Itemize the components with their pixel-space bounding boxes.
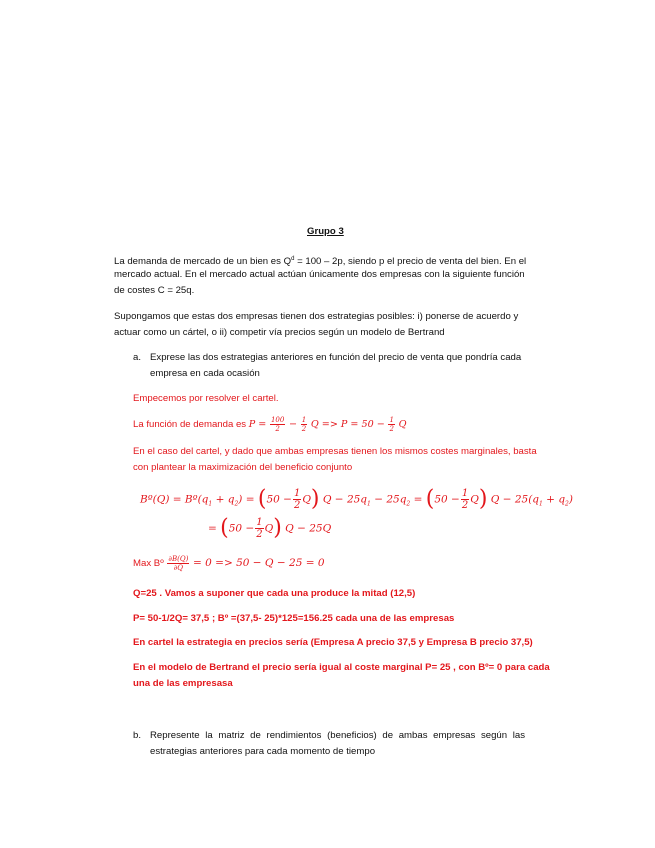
page-title: Grupo 3 bbox=[307, 226, 344, 237]
max-profit-line: Max Bº $\frac{\partial B(Q)}{\partial Q}$ = 0 => 50 − Q − 25 = 0 bbox=[133, 555, 325, 572]
derivative-fraction: $\frac{\partial B(Q)}{\partial Q}$ bbox=[168, 555, 189, 572]
equation-profit-2: = (50 − $\frac{1}{2}$ Q) Q − 25Q bbox=[208, 515, 332, 541]
answer-start: Empecemos por resolver el cartel. bbox=[133, 393, 279, 404]
item-b-marker: b. bbox=[133, 730, 142, 741]
cartel-strategy-line: En cartel la estrategia en precios sería (Empresa A precio 37,5 y Empresa B precio 37,5) bbox=[133, 637, 533, 648]
suppose-line-2: actuar como un cártel, o ii) competir vía precios según un modelo de Bertrand bbox=[114, 327, 445, 338]
cartel-line-2: con plantear la maximización del beneficio conjunto bbox=[133, 462, 353, 473]
item-b-line-1: Represente la matriz de rendimientos (beneficios) de ambas empresas según las bbox=[150, 730, 526, 741]
item-a-line-1: Exprese las dos estrategias anteriores en función del precio de venta que pondría cada bbox=[150, 352, 522, 363]
cartel-line-1: En el caso del cartel, y dado que ambas empresas tienen los mismos costes marginales, basta bbox=[133, 446, 537, 457]
item-a-marker: a. bbox=[133, 352, 142, 363]
bertrand-line-2: una de las empresasa bbox=[133, 678, 233, 689]
bertrand-line-1: En el modelo de Bertrand el precio sería igual al coste marginal P= 25 , con Bº= 0 para cada bbox=[133, 662, 550, 673]
demand-function-line: La función de demanda es P = $\frac{100}{2}$ − $\frac{1}{2}$ Q => P = 50 − $\frac{1}{2}$ Q bbox=[133, 416, 407, 433]
fraction-1-2: $\frac{1}{2}$ bbox=[301, 416, 307, 433]
intro-line-3: de costes C = 25q. bbox=[114, 285, 195, 296]
item-b-line-2: estrategias anteriores para cada momento de tiempo bbox=[150, 746, 376, 757]
intro-line-1: La demanda de mercado de un bien es $Q^d = 100 - 2p$, siendo p el precio de venta del bien. En el bbox=[114, 256, 527, 268]
fraction-100-2: $\frac{100}{2}$ bbox=[270, 416, 285, 433]
price-profit-line: P= 50-1/2Q= 37,5 ; Bº =(37,5- 25)*125=156.25 cada una de las empresas bbox=[133, 613, 455, 624]
suppose-line-1: Supongamos que estas dos empresas tienen dos estrategias posibles: i) ponerse de acuerdo y bbox=[114, 311, 519, 322]
fraction-1-2-b: $\frac{1}{2}$ bbox=[389, 416, 394, 433]
q-result-line: Q=25 . Vamos a suponer que cada una produce la mitad (12,5) bbox=[133, 588, 416, 599]
item-a-line-2: empresa en cada ocasión bbox=[150, 368, 260, 379]
equation-profit-1: Bº(Q) = $Bº(q_1 + q_2) = (50$ − $\frac{1}{2}$ Q) $Q - 25q_1 - 25q_2 = (50$ − $\frac{1}{2}$ Q) $Q - 25(q_1 + q_2)$ bbox=[140, 486, 573, 512]
intro-line-2: mercado actual. En el mercado actual actúan únicamente dos empresas con la siguiente función bbox=[114, 269, 525, 280]
